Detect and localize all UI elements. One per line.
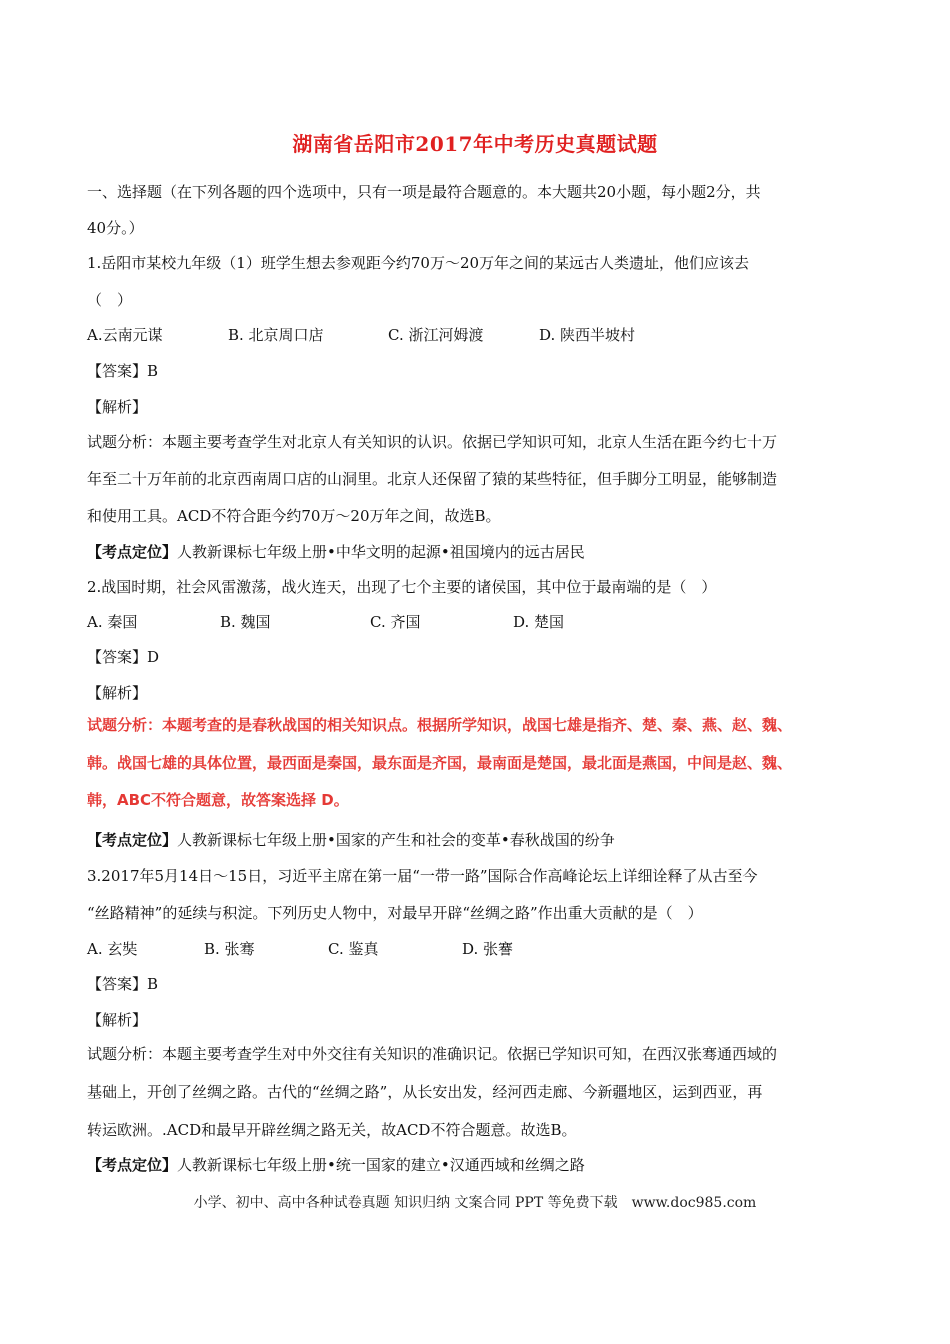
q1-kaodian-text: 人教新课标七年级上册•中华文明的起源•祖国境内的远古居民 (177, 543, 585, 561)
q1-analysis-line-3: 和使用工具。ACD不符合距今约70万～20万年之间，故选B。 (87, 507, 501, 525)
q2-analysis-line-1: 试题分析：本题考查的是春秋战国的相关知识点。根据所学知识，战国七雄是指齐、楚、秦、燕、赵、魏、 (87, 716, 793, 734)
q1-option-b: B. 北京周口店 (228, 326, 324, 344)
q1-analysis-line-2: 年至二十万年前的北京西南周口店的山洞里。北京人还保留了猿的某些特征，但手脚分工明显，能够制造 (87, 470, 778, 488)
q2-analysis-line-3: 韩，ABC不符合题意，故答案选择 D。 (87, 791, 349, 809)
q3-option-d: D. 张謇 (462, 940, 514, 958)
q1-analysis-label: 【解析】 (87, 398, 148, 416)
q3-analysis-line-3: 转运欧洲。.ACD和最早开辟丝绸之路无关，故ACD不符合题意。故选B。 (87, 1121, 577, 1139)
q3-kaodian-text: 人教新课标七年级上册•统一国家的建立•汉通西域和丝绸之路 (177, 1156, 585, 1174)
q3-kaodian-label: 【考点定位】 (87, 1156, 178, 1174)
section-heading-cont: 40分。） (87, 219, 144, 237)
q2-option-a: A. 秦国 (87, 613, 138, 631)
q1-kaodian-label: 【考点定位】 (87, 543, 178, 561)
q1-option-d: D. 陕西半坡村 (539, 326, 636, 344)
page-title: 湖南省岳阳市2017年中考历史真题试题 (292, 132, 658, 156)
q3-option-a: A. 玄奘 (87, 940, 138, 958)
q2-kaodian-label: 【考点定位】 (87, 831, 178, 849)
section-heading: 一、选择题（在下列各题的四个选项中，只有一项是最符合题意的。本大题共20小题，每小题2分，共 (87, 183, 761, 201)
q3-analysis-line-1: 试题分析：本题主要考查学生对中外交往有关知识的准确识记。依据已学知识可知，在西汉张骞通西域的 (87, 1045, 778, 1063)
q1-kaodian (87, 543, 877, 561)
q3-analysis-label: 【解析】 (87, 1011, 148, 1029)
q3-option-c: C. 鉴真 (328, 940, 379, 958)
q2-kaodian-text: 人教新课标七年级上册•国家的产生和社会的变革•春秋战国的纷争 (177, 831, 615, 849)
q3-option-b: B. 张骞 (204, 940, 255, 958)
q1-answer: 【答案】B (87, 362, 159, 380)
q2-answer: 【答案】D (87, 648, 160, 666)
q2-analysis-line-2: 韩。战国七雄的具体位置，最西面是秦国，最东面是齐国，最南面是楚国，最北面是燕国，中间是赵、魏、 (87, 754, 793, 772)
q2-option-c: C. 齐国 (370, 613, 421, 631)
q3-stem-cont: “丝路精神”的延续与积淀。下列历史人物中，对最早开辟“丝绸之路”作出重大贡献的是（ ） (87, 904, 703, 922)
q1-option-a: A.云南元谋 (87, 326, 163, 344)
q3-analysis-line-2: 基础上，开创了丝绸之路。古代的“丝绸之路”，从长安出发，经河西走廊、今新疆地区，运到西亚，再 (87, 1083, 763, 1101)
q1-option-c: C. 浙江河姆渡 (388, 326, 484, 344)
q1-analysis-line-1: 试题分析：本题主要考查学生对北京人有关知识的认识。依据已学知识可知，北京人生活在距今约七十万 (87, 433, 778, 451)
q2-stem: 2.战国时期，社会风雷激荡，战火连天，出现了七个主要的诸侯国，其中位于最南端的是（ ） (87, 578, 717, 596)
q3-answer: 【答案】B (87, 975, 159, 993)
q2-option-b: B. 魏国 (220, 613, 271, 631)
q1-stem: 1.岳阳市某校九年级（1）班学生想去参观距今约70万～20万年之间的某远古人类遗址，他们应该去 (87, 254, 750, 272)
q2-analysis-label: 【解析】 (87, 684, 148, 702)
q2-kaodian (87, 831, 877, 849)
q3-stem: 3.2017年5月14日～15日，习近平主席在第一届“一带一路”国际合作高峰论坛上详细诠释了从古至今 (87, 867, 758, 885)
q3-kaodian (87, 1156, 877, 1174)
q2-option-d: D. 楚国 (513, 613, 565, 631)
q1-stem-cont: （ ） (87, 291, 133, 309)
page-footer: 小学、初中、高中各种试卷真题 知识归纳 文案合同 PPT 等免费下载 www.doc985.com (193, 1195, 757, 1211)
